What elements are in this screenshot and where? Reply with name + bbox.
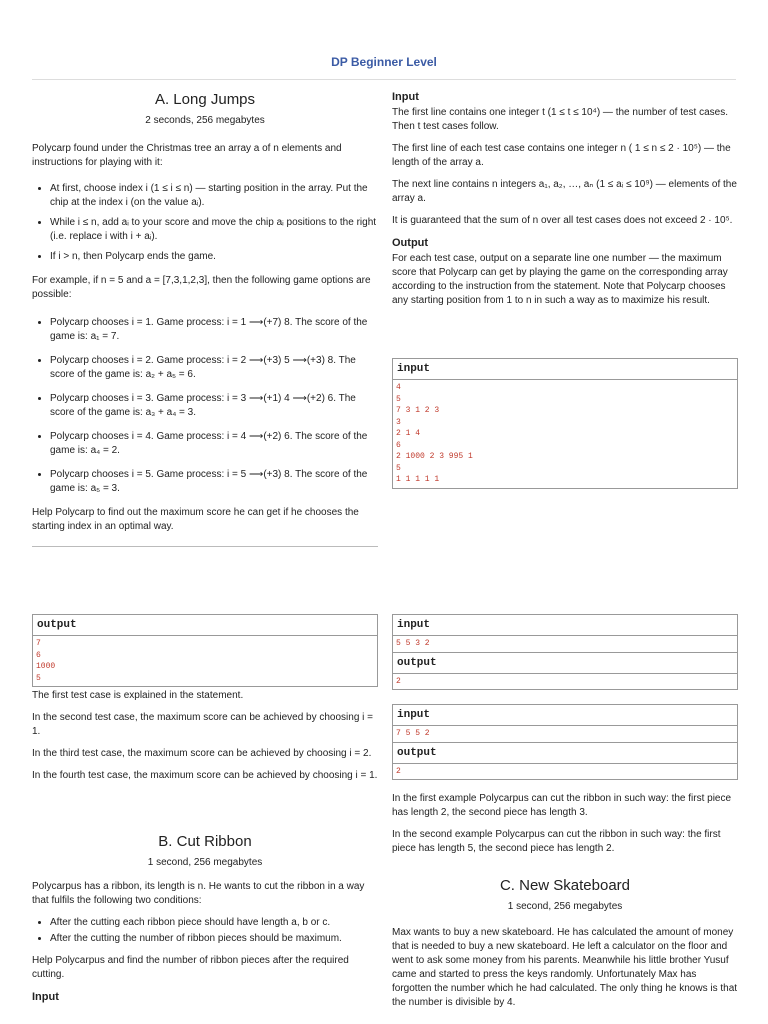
problem-a-limits: 2 seconds, 256 megabytes <box>145 115 265 126</box>
problem-a-sample-output <box>32 614 378 687</box>
rule-item: • After the cutting the number of ribbon pieces should be maximum. <box>50 932 378 946</box>
sample-line: 2 1000 2 3 995 1 <box>396 452 473 461</box>
problem-a-title: A. Long Jumps <box>154 91 256 108</box>
problem-a-rules <box>32 182 378 264</box>
sample-line: 2 1 4 <box>396 429 421 438</box>
problem-a-examples <box>32 316 378 496</box>
rule-item: • At first, choose index i (1 ≤ i ≤ n) — starting position in the array. Put the chip at the index i (on the value aᵢ). <box>50 182 378 210</box>
note-item: In the second test case, the maximum score can be achieved by choosing i = 1. <box>32 712 374 737</box>
problem-a-notes <box>32 689 378 791</box>
sample-input-body <box>393 380 737 488</box>
input-description: The first line contains one integer t (1 ≤ t ≤ 10⁴) — the number of test cases. Then t test cases follow. <box>392 107 728 132</box>
sample-line: 6 <box>396 440 401 450</box>
note-item: The first test case is explained in the statement. <box>32 690 244 701</box>
problem-a-sample-input <box>392 358 738 489</box>
problem-a-statement <box>32 90 378 547</box>
problem-b-rules <box>32 916 378 946</box>
note-item: In the second example Polycarpus can cut the ribbon in such way: the first piece has length 5, the second piece has length 2. <box>392 829 721 854</box>
problem-c-limits: 1 second, 256 megabytes <box>507 901 623 912</box>
sample-input-label: input <box>393 705 737 726</box>
sample-input-label: input <box>393 359 737 380</box>
problem-b-intro: Polycarpus has a ribbon, its length is n. He wants to cut the ribbon in a way that fulfils the following two conditions: <box>32 881 365 906</box>
sample-output-label: output <box>393 743 737 764</box>
sample-line: 4 <box>396 383 401 392</box>
sample-line: 1 1 1 1 1 <box>396 475 440 484</box>
example-item: • Polycarp chooses i = 4. Game process: i = 4 ⟶(+2) 6. The score of the game is: a₄ = 2. <box>50 430 378 458</box>
rule-item: • After the cutting each ribbon piece should have length a, b or c. <box>50 916 378 930</box>
note-item: In the first example Polycarpus can cut the ribbon in such way: the first piece has length 2, the second piece has length 3. <box>392 793 732 818</box>
input-description: The next line contains n integers a₁, a₂, …, aₙ (1 ≤ aᵢ ≤ 10⁹) — elements of the array a. <box>392 179 737 204</box>
sample-line: 1000 <box>36 662 56 671</box>
example-item: • Polycarp chooses i = 3. Game process: i = 3 ⟶(+1) 4 ⟶(+2) 6. The score of the game is: a₃ + a₄ = 3. <box>50 392 378 420</box>
note-item: In the fourth test case, the maximum score can be achieved by choosing i = 1. <box>32 770 378 781</box>
sample-input-body: 5 5 3 2 <box>393 636 737 653</box>
problem-b-title: B. Cut Ribbon <box>158 833 252 850</box>
sample-line: 6 <box>36 650 41 660</box>
problem-c-title: C. New Skateboard <box>499 877 631 894</box>
sample-line: 5 <box>396 394 401 404</box>
header-divider <box>32 79 736 80</box>
sample-line: 5 <box>396 463 401 473</box>
sample-line: 5 <box>36 673 41 683</box>
problem-a-intro: Polycarp found under the Christmas tree an array a of n elements and instructions for playing with it: <box>32 143 342 168</box>
problem-b-limits: 1 second, 256 megabytes <box>147 857 263 868</box>
example-item: • Polycarp chooses i = 2. Game process: i = 2 ⟶(+3) 5 ⟶(+3) 8. The score of the game is: a₂ + a₅ = 6. <box>50 354 378 382</box>
problem-b-sample-2 <box>392 704 738 780</box>
problem-c-intro: Max wants to buy a new skateboard. He has calculated the amount of money that is needed to buy a new skateboard. He left a calculator on the floor and went to ask some money from his parents. Meanwhile his little brother Yusuf came and started to press the keys randomly. Unfortunately Max has forgotten the number which he had calculated. The only thing he knows is that the number is divisible by 4. <box>392 927 738 1008</box>
sample-output-body <box>33 636 377 686</box>
rule-item: • While i ≤ n, add aᵢ to your score and move the chip aᵢ positions to the right (i.e. replace i with i + aᵢ). <box>50 216 378 244</box>
sample-output-body: 2 <box>396 676 401 686</box>
input-description: It is guaranteed that the sum of n over all test cases does not exceed 2 · 10⁵. <box>392 215 733 226</box>
sample-output-label: output <box>393 653 737 674</box>
problem-a-task: Help Polycarp to find out the maximum score he can get if he chooses the starting index in an optimal way. <box>32 507 359 532</box>
sample-output-label: output <box>33 615 377 636</box>
problem-a-example-intro: For example, if n = 5 and a = [7,3,1,2,3], then the following game options are possible: <box>32 275 371 300</box>
problem-b-task: Help Polycarpus and find the number of ribbon pieces after the required cutting. <box>32 955 349 980</box>
input-heading: Input <box>32 991 59 1003</box>
example-item: • Polycarp chooses i = 5. Game process: i = 5 ⟶(+3) 8. The score of the game is: a₅ = 3. <box>50 468 378 496</box>
sample-line: 7 <box>36 639 41 648</box>
problem-b-notes <box>392 792 738 864</box>
input-heading: Input <box>392 91 419 103</box>
page-header: DP Beginner Level <box>331 55 437 69</box>
note-item: In the third test case, the maximum score can be achieved by choosing i = 2. <box>32 748 372 759</box>
problem-c-statement <box>392 876 738 1018</box>
sample-input-label: input <box>393 615 737 636</box>
sample-line: 7 3 1 2 3 <box>396 406 440 415</box>
problem-b-sample-1 <box>392 614 738 690</box>
output-description: For each test case, output on a separate line one number — the maximum score that Polycarp can get by playing the game on the corresponding array according to the instruction from the statement. Note that Polycarp chooses any starting position from 1 to n in such a way as to maximize his result. <box>392 253 728 306</box>
input-description: The first line of each test case contains one integer n ( 1 ≤ n ≤ 2 · 10⁵) — the length of the array a. <box>392 143 731 168</box>
sample-line: 3 <box>396 417 401 427</box>
section-divider <box>32 546 378 547</box>
rule-item: • If i > n, then Polycarp ends the game. <box>50 250 378 264</box>
output-heading: Output <box>392 237 429 249</box>
example-item: • Polycarp chooses i = 1. Game process: i = 1 ⟶(+7) 8. The score of the game is: a₁ = 7. <box>50 316 378 344</box>
sample-input-body: 7 5 5 2 <box>393 726 737 743</box>
sample-output-body: 2 <box>396 766 401 776</box>
problem-a-io <box>392 90 738 316</box>
problem-b-statement <box>32 832 378 1006</box>
